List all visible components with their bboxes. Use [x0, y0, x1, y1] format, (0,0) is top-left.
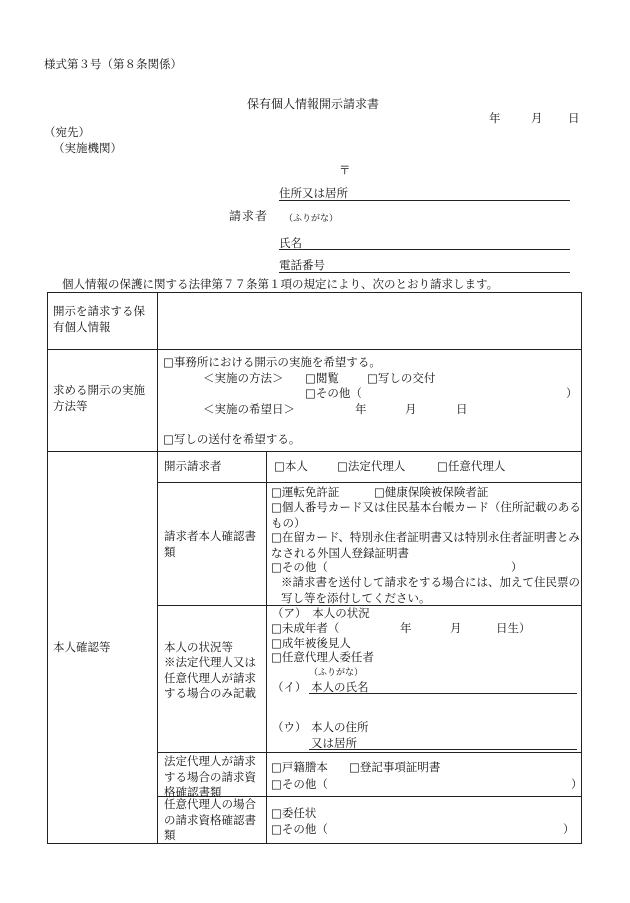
drivers-license-option[interactable]: □運転免許証 [271, 485, 340, 499]
table-border-left [47, 292, 48, 844]
principal-address-label: 本人の住所 [311, 720, 369, 734]
id-other-close: ） [511, 560, 523, 574]
id-documents-label: 請求者本人確認書類 [164, 529, 256, 559]
document-title: 保有個人情報開示請求書 [247, 97, 380, 111]
mail-attachment-note: ※請求書を送付して請求をする場合には、加えて住民票の写し等を添付してください。 [281, 575, 580, 605]
registry-certificate-option[interactable]: □登記事項証明書 [349, 760, 441, 774]
row-divider-1 [47, 349, 582, 350]
principal-address-label-2: 又は居所 [311, 736, 357, 750]
birth-day-label: 日生） [496, 621, 531, 635]
principal-status-heading: （ア） 本人の状況 [272, 606, 370, 620]
date-day-label: 日 [568, 111, 580, 125]
principal-name-line[interactable] [309, 693, 577, 694]
address-label: 住所又は居所 [279, 186, 348, 200]
intro-statement: 個人情報の保護に関する法律第７７条第１項の規定により、次のとおり請求します。 [62, 277, 499, 291]
koseki-option[interactable]: □戸籍謄本 [271, 760, 328, 774]
preferred-month-label: 月 [405, 402, 417, 416]
id-other-option[interactable]: □その他（ [271, 560, 328, 574]
principal-option[interactable]: □任意代理人委任者 [271, 650, 374, 664]
row-divider-2 [47, 451, 582, 452]
legal-other-close: ） [571, 777, 583, 791]
label-column-divider [157, 292, 158, 844]
address-line[interactable] [279, 200, 570, 201]
mynumber-card-option[interactable]: □個人番号カード又は住民基本台帳カード（住所記載のあるもの） [271, 500, 581, 530]
principal-status-label: 本人の状況等 [164, 640, 233, 654]
requester-type-label: 開示請求者 [164, 459, 222, 473]
principal-status-note: ※法定代理人又は任意代理人が請求する場合のみ記載 [164, 655, 256, 701]
voluntary-rep-docs-label: 任意代理人の場合の請求資格確認書類 [164, 797, 256, 843]
table-border-top [47, 292, 582, 293]
furigana-label: （ふりがな） [284, 214, 339, 224]
mail-copy-option[interactable]: □写しの送付を希望する。 [163, 432, 301, 446]
voluntary-rep-option[interactable]: □任意代理人 [437, 459, 506, 473]
preferred-day-label: 日 [456, 402, 468, 416]
sub-row-divider-3 [157, 752, 582, 753]
form-number: 様式第３号（第８条関係） [44, 57, 182, 71]
voluntary-other-option[interactable]: □その他（ [271, 822, 328, 836]
preferred-year-label: 年 [355, 402, 367, 416]
preferred-date-label: ＜実施の希望日＞ [203, 402, 295, 416]
table-border-right [581, 292, 582, 844]
principal-name-label: 本人の氏名 [311, 680, 369, 694]
identity-verification-label: 本人確認等 [53, 640, 111, 654]
principal-furigana-label: （ふりがな） [309, 668, 364, 678]
birth-month-label: 月 [450, 621, 462, 635]
requester-label: 請求者 [229, 209, 269, 223]
name-line[interactable] [279, 249, 570, 250]
method-other-close: ） [566, 386, 578, 400]
disclosure-method-label: 求める開示の実施方法等 [53, 383, 145, 413]
sublabel-column-divider [266, 451, 267, 844]
table-border-bottom [47, 843, 582, 844]
minor-option[interactable]: □未成年者（ [271, 621, 340, 635]
copy-delivery-option[interactable]: □写しの交付 [367, 371, 436, 385]
birth-year-label: 年 [400, 621, 412, 635]
office-disclosure-option[interactable]: □事務所における開示の実施を希望する。 [163, 355, 381, 369]
legal-other-option[interactable]: □その他（ [271, 777, 328, 791]
self-option[interactable]: □本人 [274, 459, 308, 473]
phone-label: 電話番号 [279, 258, 325, 272]
requested-info-label: 開示を請求する保有個人情報 [53, 304, 145, 334]
addressee-label: （宛先） [44, 125, 90, 139]
residence-card-option[interactable]: □在留カード、特別永住者証明書又は特別永住者証明書とみなされる外国人登録証明書 [271, 530, 580, 560]
method-label: ＜実施の方法＞ [203, 371, 284, 385]
postal-mark: 〒 [339, 163, 351, 177]
principal-address-marker: （ウ） [272, 720, 307, 734]
power-of-attorney-option[interactable]: □委任状 [271, 806, 317, 820]
date-month-label: 月 [531, 111, 543, 125]
phone-line[interactable] [279, 272, 570, 273]
insurance-card-option[interactable]: □健康保険被保険者証 [374, 485, 489, 499]
viewing-option[interactable]: □閲覧 [305, 371, 339, 385]
legal-rep-option[interactable]: □法定代理人 [337, 459, 406, 473]
date-year-label: 年 [489, 111, 501, 125]
name-label: 氏名 [279, 236, 302, 250]
method-other-option[interactable]: □その他（ [305, 386, 362, 400]
requested-info-field[interactable] [160, 295, 578, 347]
agency-label: （実施機関） [53, 141, 122, 155]
sub-row-divider-1 [157, 482, 582, 483]
legal-rep-docs-label: 法定代理人が請求する場合の請求資格確認書類 [164, 754, 256, 800]
adult-ward-option[interactable]: □成年被後見人 [271, 636, 351, 650]
voluntary-other-close: ） [563, 822, 575, 836]
principal-name-marker: （イ） [272, 680, 307, 694]
principal-address-line[interactable] [309, 749, 577, 750]
